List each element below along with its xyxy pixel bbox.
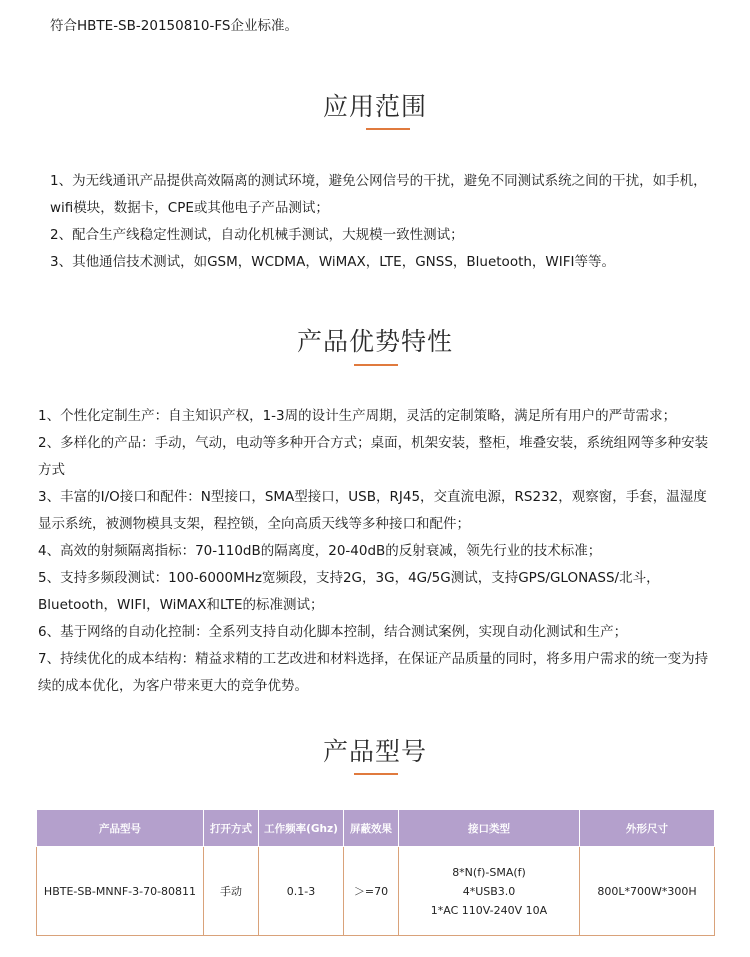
section-title-models: 产品型号 xyxy=(322,737,427,766)
list-item: 6、基于网络的自动化控制：全系列支持自动化脚本控制，结合测试案例，实现自动化测试和生产； xyxy=(38,624,628,640)
column-header: 打开方式 xyxy=(204,810,259,847)
cell-dimensions: 800L*700W*300H xyxy=(580,847,715,936)
column-header: 工作频率(Ghz) xyxy=(259,810,344,847)
cell-ports xyxy=(399,847,580,936)
cell-shielding: ＞=70 xyxy=(344,847,399,936)
intro-text: 符合HBTE-SB-20150810-FS企业标准。 xyxy=(50,18,298,34)
title-underline xyxy=(366,128,410,130)
application-list xyxy=(50,168,710,276)
port-line: 1*AC 110V-240V 10A xyxy=(430,903,548,917)
list-item: 3、其他通信技术测试，如GSM，WCDMA，WiMAX，LTE，GNSS，Bluetooth，WIFI等等。 xyxy=(50,254,616,270)
table-row xyxy=(37,847,715,936)
list-item: 1、为无线通讯产品提供高效隔离的测试环境，避免公网信号的干扰，避免不同测试系统之间的干扰，如手机，wifi模块，数据卡，CPE或其他电子产品测试； xyxy=(50,173,707,216)
list-item: 1、个性化定制生产：自主知识产权，1-3周的设计生产周期，灵活的定制策略，满足所有用户的严苛需求； xyxy=(38,408,677,424)
list-item: 4、高效的射频隔离指标：70-110dB的隔离度，20-40dB的反射衰减，领先行业的技术标准； xyxy=(38,543,602,559)
column-header: 产品型号 xyxy=(37,810,204,847)
column-header: 外形尺寸 xyxy=(580,810,715,847)
advantages-list xyxy=(38,403,718,700)
title-underline xyxy=(354,364,398,366)
port-line: 8*N(f)-SMA(f) xyxy=(452,865,526,879)
list-item: 3、丰富的I/O接口和配件：N型接口，SMA型接口，USB，RJ45，交直流电源，RS232，观察窗，手套，温湿度显示系统，被测物模具支架，程控锁，全向高质天线等多种接口和配件； xyxy=(38,489,707,532)
list-item: 2、多样化的产品：手动，气动，电动等多种开合方式；桌面，机架安装，整柜，堆叠安装，系统组网等多种安装方式 xyxy=(38,435,709,478)
section-title-advantages: 产品优势特性 xyxy=(296,327,453,356)
cell-model: HBTE-SB-MNNF-3-70-80811 xyxy=(37,847,204,936)
port-line: 4*USB3.0 xyxy=(462,884,516,898)
cell-open-mode: 手动 xyxy=(204,847,259,936)
table-header-row xyxy=(37,810,715,847)
list-item: 2、配合生产线稳定性测试，自动化机械手测试，大规模一致性测试； xyxy=(50,227,464,243)
column-header: 屏蔽效果 xyxy=(344,810,399,847)
list-item: 7、持续优化的成本结构：精益求精的工艺改进和材料选择，在保证产品质量的同时，将多用户需求的统一变为持续的成本优化，为客户带来更大的竞争优势。 xyxy=(38,651,709,694)
list-item: 5、支持多频段测试：100-6000MHz宽频段，支持2G，3G，4G/5G测试，支持GPS/GLONASS/北斗，Bluetooth，WIFI，WiMAX和LTE的标准测试； xyxy=(38,570,660,613)
title-underline xyxy=(354,773,398,775)
cell-frequency: 0.1-3 xyxy=(259,847,344,936)
section-title-application: 应用范围 xyxy=(322,92,427,121)
column-header: 接口类型 xyxy=(399,810,580,847)
model-table xyxy=(36,809,715,936)
